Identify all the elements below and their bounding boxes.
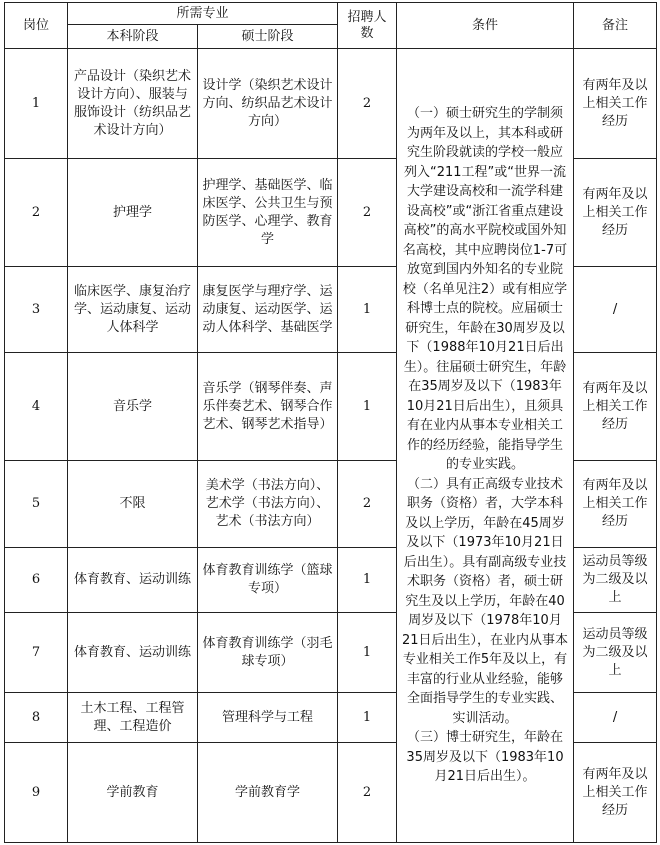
quota: 1 [338, 267, 397, 353]
remark: 运动员等级为二级及以上 [574, 613, 657, 693]
undergrad-major: 不限 [68, 461, 198, 548]
master-major: 管理科学与工程 [198, 693, 338, 743]
header-row-1 [5, 3, 657, 25]
undergrad-major: 学前教育 [68, 743, 198, 843]
conditions-cell [397, 49, 574, 843]
undergrad-major: 临床医学、康复治疗学、运动康复、运动人体科学 [68, 267, 198, 353]
quota: 2 [338, 159, 397, 267]
master-major: 设计学（染织艺术设计方向、纺织品艺术设计方向） [198, 49, 338, 159]
remark: 有两年及以上相关工作经历 [574, 49, 657, 159]
quota: 2 [338, 49, 397, 159]
remark: / [574, 267, 657, 353]
remark: 有两年及以上相关工作经历 [574, 353, 657, 461]
position-id: 9 [5, 743, 68, 843]
master-major: 护理学、基础医学、临床医学、公共卫生与预防医学、心理学、教育学 [198, 159, 338, 267]
position-id: 2 [5, 159, 68, 267]
undergrad-major: 产品设计（染织艺术设计方向）、服装与服饰设计（纺织品艺术设计方向） [68, 49, 198, 159]
header-conditions: 条件 [397, 3, 574, 49]
master-major: 学前教育学 [198, 743, 338, 843]
condition-3: （三）博士研究生，年龄在35周岁及以下（1983年10月21日后出生）。 [406, 730, 564, 785]
quota: 1 [338, 613, 397, 693]
undergrad-major: 土木工程、工程管理、工程造价 [68, 693, 198, 743]
remark: 运动员等级为二级及以上 [574, 548, 657, 613]
position-id: 3 [5, 267, 68, 353]
recruitment-table [4, 2, 657, 843]
remark: 有两年及以上相关工作经历 [574, 461, 657, 548]
undergrad-major: 体育教育、运动训练 [68, 613, 198, 693]
position-id: 4 [5, 353, 68, 461]
quota: 1 [338, 353, 397, 461]
undergrad-major: 护理学 [68, 159, 198, 267]
master-major: 美术学（书法方向）、艺术学（书法方向）、艺术（书法方向） [198, 461, 338, 548]
header-master: 硕士阶段 [198, 25, 338, 49]
master-major: 体育教育训练学（篮球专项） [198, 548, 338, 613]
table-row [5, 49, 657, 159]
master-major: 体育教育训练学（羽毛球专项） [198, 613, 338, 693]
header-undergrad: 本科阶段 [68, 25, 198, 49]
header-remarks: 备注 [574, 3, 657, 49]
undergrad-major: 音乐学 [68, 353, 198, 461]
master-major: 康复医学与理疗学、运动康复、运动医学、运动人体科学、基础医学 [198, 267, 338, 353]
undergrad-major: 体育教育、运动训练 [68, 548, 198, 613]
master-major: 音乐学（钢琴伴奏、声乐伴奏艺术、钢琴合作艺术、钢琴艺术指导） [198, 353, 338, 461]
quota: 1 [338, 693, 397, 743]
quota: 2 [338, 461, 397, 548]
quota: 1 [338, 548, 397, 613]
position-id: 5 [5, 461, 68, 548]
condition-2: （二）具有正高级专业技术职务（资格）者，大学本科及以上学历，年龄在45周岁及以下（1973年10月21日后出生）。具有副高级专业技术职务（资格）者，硕士研究生及以上学历，年龄在40周岁及以下（1978年10月21日后出生），在业内从事本专业相关工作5年及以上，有丰富的行业从业经验，能够全面指导学生的专业实践、实训活动。 [401, 476, 569, 726]
header-major: 所需专业 [68, 3, 338, 25]
header-quota: 招聘人数 [338, 3, 397, 49]
quota: 2 [338, 743, 397, 843]
header-position: 岗位 [5, 3, 68, 49]
remark: 有两年及以上相关工作经历 [574, 159, 657, 267]
remark: 有两年及以上相关工作经历 [574, 743, 657, 843]
remark: / [574, 693, 657, 743]
condition-1: （一）硕士研究生的学制须为两年及以上，其本科或研究生阶段就读的学校一般应列入“211工程”或“世界一流大学建设高校和一流学科建设高校”或“浙江省重点建设高校”的高水平院校或国外知名高校，其中应聘岗位1-7可放宽到国内外知名的专业院校（名单见注2）或有相应学科博士点的院校。应届硕士研究生，年龄在30周岁及以下（1988年10月21日后出生）。往届硕士研究生，年龄在35周岁及以下（1983年10月21日后出生），且须具有在业内从事本专业相关工作的经历经验，能指导学生的专业实践。 [402, 106, 568, 473]
position-id: 1 [5, 49, 68, 159]
position-id: 8 [5, 693, 68, 743]
position-id: 7 [5, 613, 68, 693]
position-id: 6 [5, 548, 68, 613]
